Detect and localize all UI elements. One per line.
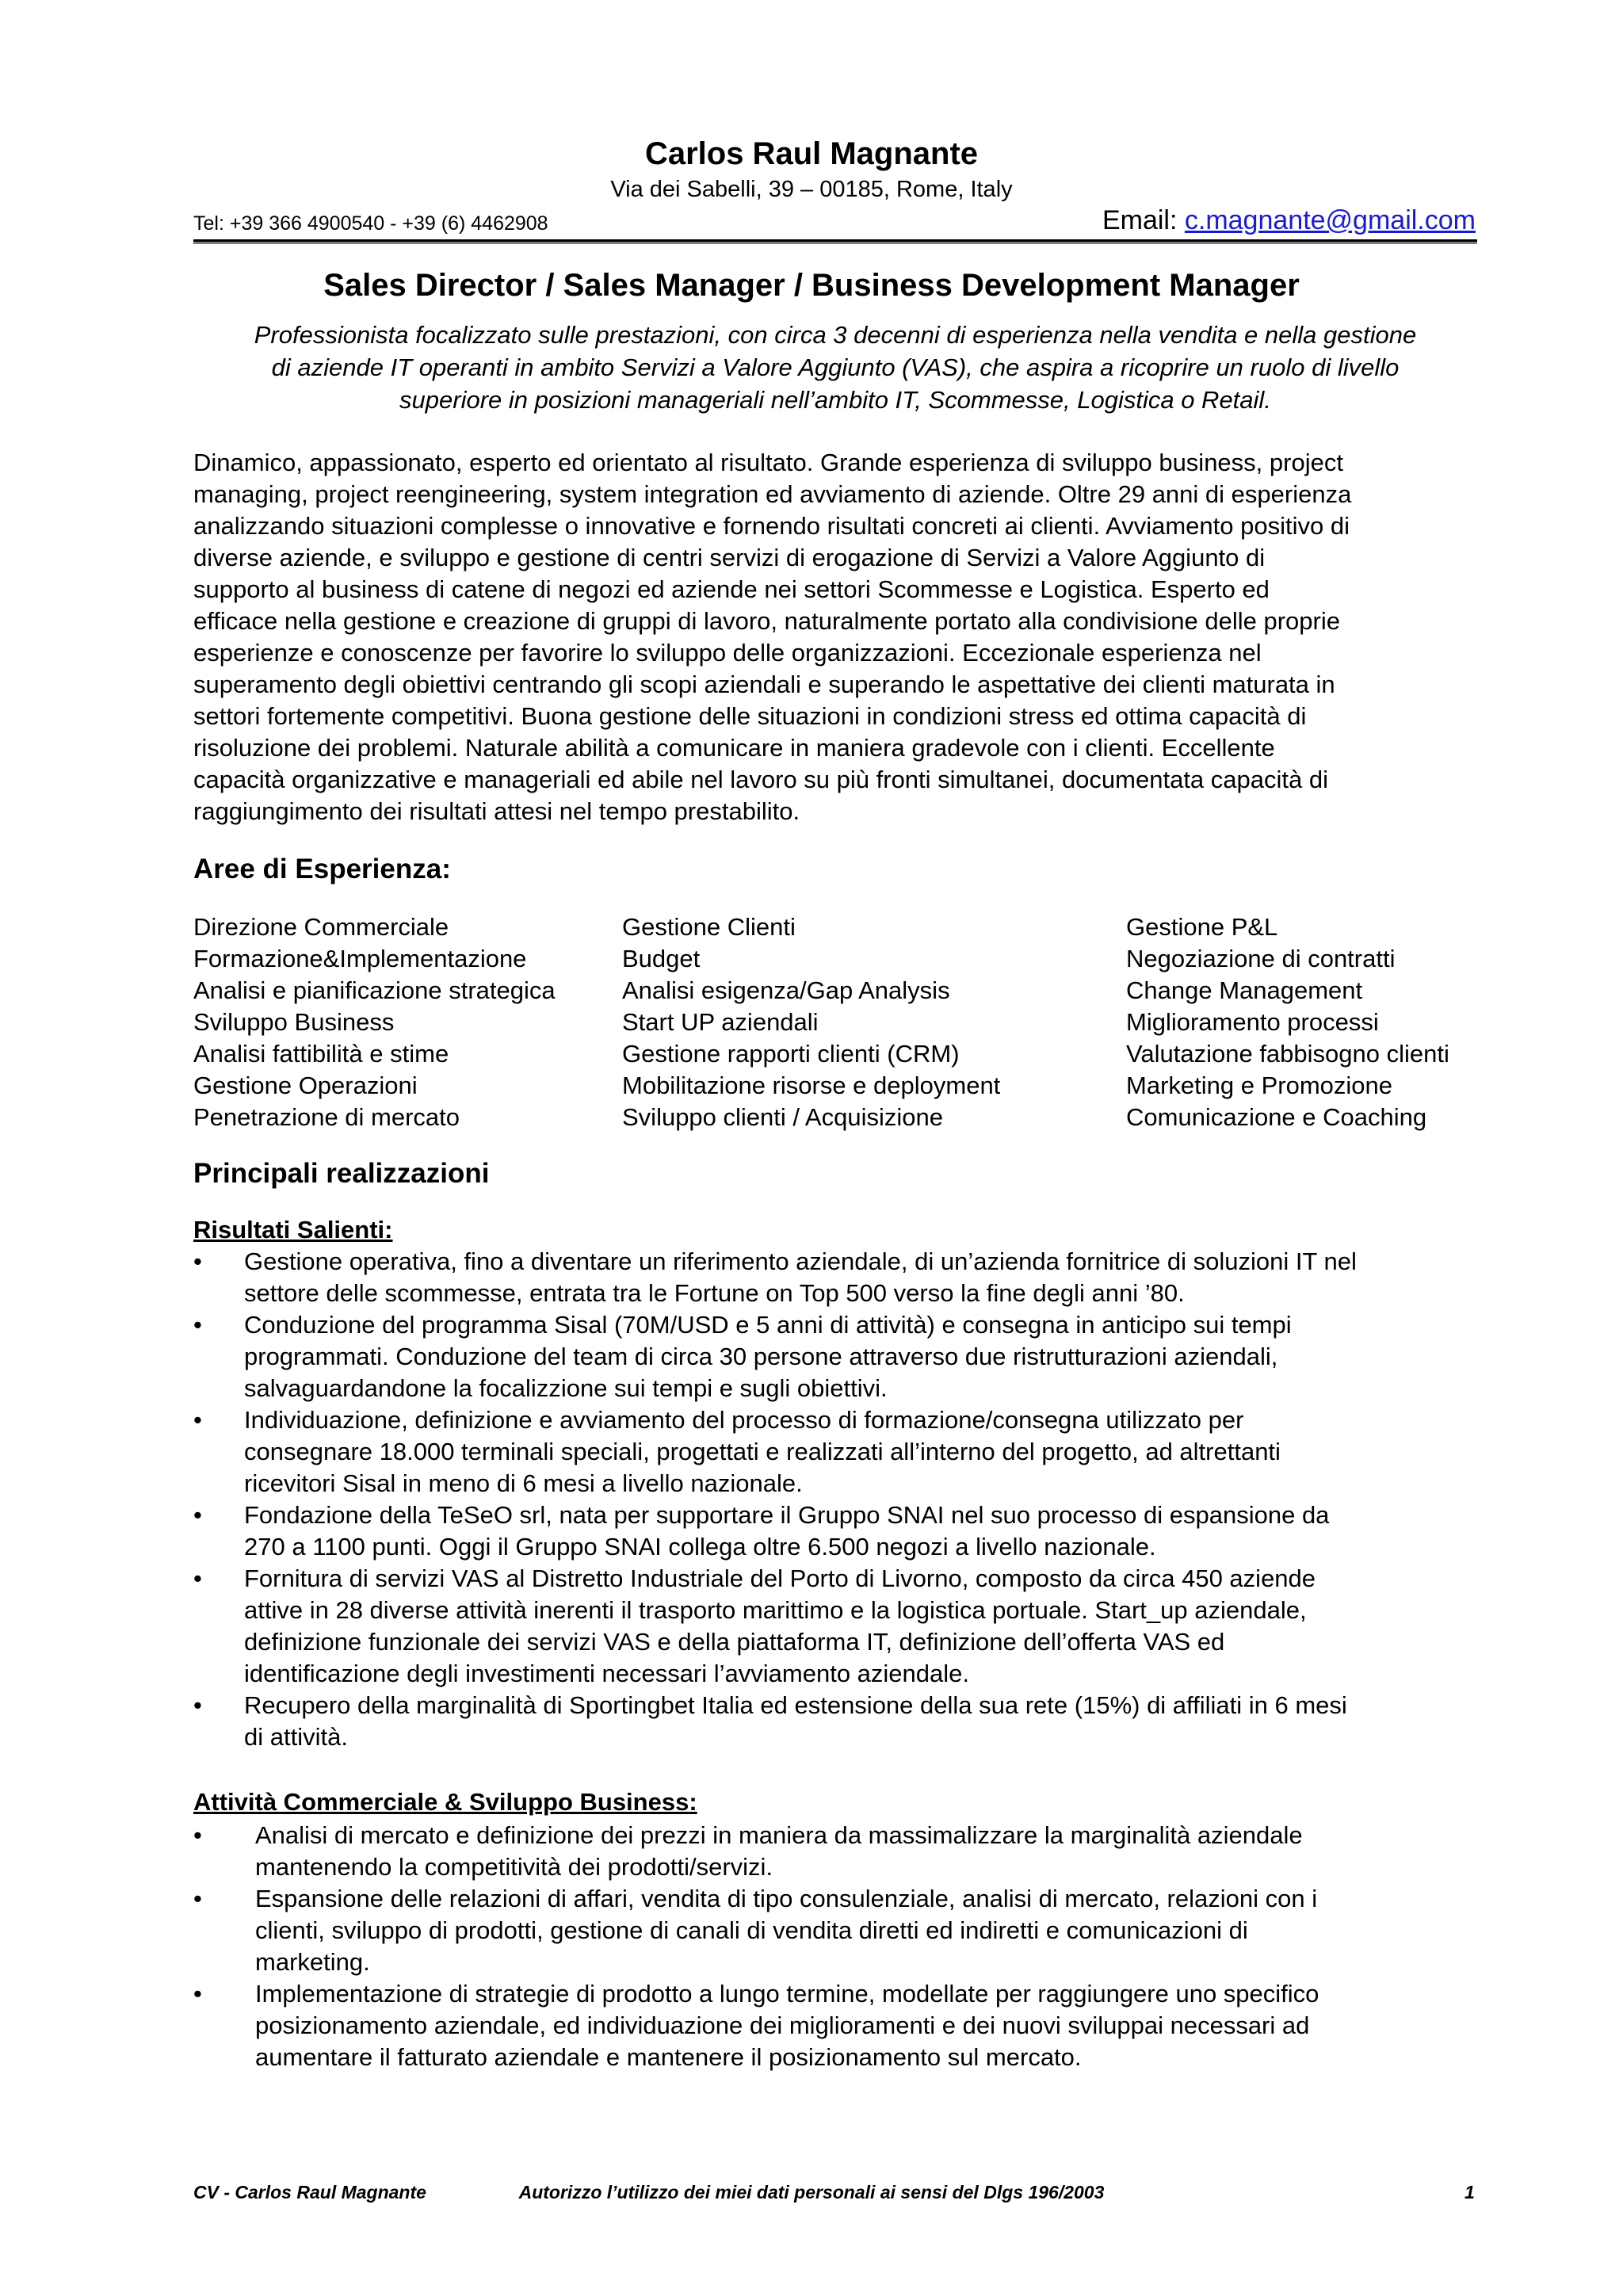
- candidate-email: [1102, 204, 1476, 236]
- candidate-phone: Tel: +39 366 4900540 - +39 (6) 4462908: [193, 212, 548, 235]
- list-item-line: aumentare il fatturato aziendale e mantenere il posizionamento sul mercato.: [255, 2043, 1082, 2071]
- email-link[interactable]: c.magnante@gmail.com: [1184, 205, 1476, 235]
- profile-line: diverse aziende, e sviluppo e gestione di centri servizi di erogazione di Servizi a Valore Aggiunto di: [193, 544, 1266, 571]
- profile-line: raggiungimento dei risultati attesi nel tempo prestabilito.: [193, 797, 800, 825]
- list-item: [193, 1246, 1509, 1309]
- list-item-text: [244, 1690, 1509, 1753]
- area-item: Start UP aziendali: [622, 1008, 819, 1036]
- bullet-icon: •: [193, 1406, 202, 1434]
- list-item: [193, 1978, 1509, 2073]
- list-item-line: 270 a 1100 punti. Oggi il Gruppo SNAI collega oltre 6.500 negozi a livello nazionale.: [244, 1533, 1156, 1561]
- area-item: Negoziazione di contratti: [1126, 945, 1396, 972]
- areas-column-1: [193, 911, 556, 1133]
- candidate-name: Carlos Raul Magnante: [644, 136, 979, 171]
- list-item-line: consegnare 18.000 terminali speciali, progettati e realizzati all’interno del progetto, ad altrettanti: [244, 1438, 1281, 1465]
- summary-line: di aziende IT operanti in ambito Servizi a Valore Aggiunto (VAS), che aspira a ricoprire un ruolo di livello: [271, 353, 1400, 381]
- profile-line: managing, project reengineering, system integration ed avviamento di aziende. Oltre 29 anni di esperienza: [193, 480, 1352, 508]
- list-item-text: [244, 1563, 1509, 1690]
- list-item-line: attive in 28 diverse attività inerenti il trasporto marittimo e la logistica portuale. Start_up aziendale,: [244, 1596, 1307, 1624]
- area-item: Analisi esigenza/Gap Analysis: [622, 976, 950, 1004]
- list-item-line: Individuazione, definizione e avviamento del processo di formazione/consegna utilizzato per: [244, 1406, 1244, 1434]
- job-title: Sales Director / Sales Manager / Business Development Manager: [323, 268, 1300, 303]
- footer-left: CV - Carlos Raul Magnante: [193, 2182, 426, 2202]
- list-item-line: programmati. Conduzione del team di circa 30 persone attraverso due ristrutturazioni aziendali,: [244, 1343, 1278, 1370]
- bullet-icon: •: [193, 1691, 202, 1719]
- professional-summary: [193, 319, 1477, 416]
- list-item: [193, 1690, 1509, 1753]
- area-item: Gestione Clienti: [622, 913, 796, 941]
- list-item-line: Fornitura di servizi VAS al Distretto Industriale del Porto di Livorno, composto da circa 450 aziende: [244, 1564, 1316, 1592]
- area-item: Valutazione fabbisogno clienti: [1126, 1040, 1449, 1068]
- area-item: Analisi fattibilità e stime: [193, 1040, 449, 1068]
- list-item: [193, 1563, 1509, 1690]
- profile-line: settori fortemente competitivi. Buona gestione delle situazioni in condizioni stress ed ottima capacità di: [193, 702, 1307, 730]
- area-item: Change Management: [1126, 976, 1363, 1004]
- profile-line: capacità organizzative e manageriali ed abile nel lavoro su più fronti simultanei, documentata capacità di: [193, 766, 1328, 793]
- page-number: 1: [1465, 2182, 1475, 2202]
- area-item: Sviluppo Business: [193, 1008, 395, 1036]
- list-item-line: posizionamento aziendale, ed individuazione dei miglioramenti e dei nuovi sviluppai necessari ad: [255, 2011, 1310, 2039]
- list-item: [193, 1309, 1509, 1404]
- list-item-line: marketing.: [255, 1948, 370, 1976]
- list-item: [193, 1820, 1509, 1883]
- email-label: Email:: [1102, 205, 1185, 235]
- profile-line: supporto al business di catene di negozi ed aziende nei settori Scommesse e Logistica. Esperto ed: [193, 575, 1270, 603]
- area-item: Budget: [622, 945, 701, 972]
- commercial-list: [193, 1820, 1509, 2073]
- results-heading: Risultati Salienti:: [193, 1216, 393, 1244]
- bullet-icon: •: [193, 1885, 202, 1912]
- area-item: Direzione Commerciale: [193, 913, 449, 941]
- list-item-text: [255, 1978, 1509, 2073]
- list-item-line: Fondazione della TeSeO srl, nata per supportare il Gruppo SNAI nel suo processo di espansione da: [244, 1501, 1330, 1529]
- area-item: Mobilitazione risorse e deployment: [622, 1072, 1001, 1099]
- area-item: Comunicazione e Coaching: [1126, 1103, 1427, 1131]
- list-item-line: salvaguardandone la focalizzione sui tempi e sugli obiettivi.: [244, 1374, 888, 1402]
- area-item: Formazione&Implementazione: [193, 945, 527, 972]
- list-item-line: Conduzione del programma Sisal (70M/USD e 5 anni di attività) e consegna in anticipo sui tempi: [244, 1311, 1292, 1339]
- area-item: Penetrazione di mercato: [193, 1103, 460, 1131]
- list-item: [193, 1499, 1509, 1563]
- area-item: Gestione rapporti clienti (CRM): [622, 1040, 960, 1068]
- profile-line: esperienze e conoscenze per favorire lo sviluppo delle organizzazioni. Eccezionale esperienza nel: [193, 639, 1262, 667]
- area-item: Sviluppo clienti / Acquisizione: [622, 1103, 943, 1131]
- list-item-text: [244, 1404, 1509, 1499]
- list-item: [193, 1883, 1509, 1978]
- list-item-line: Recupero della marginalità di Sportingbet Italia ed estensione della sua rete (15%) di affiliati in 6 mesi: [244, 1691, 1347, 1719]
- areas-heading: Aree di Esperienza:: [193, 854, 451, 884]
- bullet-icon: •: [193, 1247, 202, 1275]
- bullet-icon: •: [193, 1980, 202, 2008]
- results-list: [193, 1246, 1509, 1753]
- list-item-line: definizione funzionale dei servizi VAS e della piattaforma IT, definizione dell’offerta VAS ed: [244, 1628, 1225, 1656]
- profile-line: efficace nella gestione e creazione di gruppi di lavoro, naturalmente portato alla condivisione delle proprie: [193, 607, 1340, 635]
- list-item-line: Analisi di mercato e definizione dei prezzi in maniera da massimalizzare la marginalità aziendale: [255, 1821, 1303, 1849]
- profile-line: Dinamico, appassionato, esperto ed orientato al risultato. Grande esperienza di sviluppo business, project: [193, 449, 1343, 476]
- bullet-icon: •: [193, 1821, 202, 1849]
- areas-column-2: [622, 911, 1000, 1133]
- list-item-text: [255, 1883, 1509, 1978]
- achievements-heading: Principali realizzazioni: [193, 1158, 490, 1189]
- list-item-line: settore delle scommesse, entrata tra le Fortune on Top 500 verso la fine degli anni ’80.: [244, 1279, 1185, 1307]
- list-item-text: [244, 1499, 1509, 1563]
- candidate-address: Via dei Sabelli, 39 – 00185, Rome, Italy: [610, 177, 1013, 202]
- profile-line: analizzando situazioni complesse o innovative e fornendo risultati concreti ai clienti. Avviamento positivo di: [193, 512, 1350, 540]
- bullet-icon: •: [193, 1311, 202, 1339]
- list-item-text: [244, 1246, 1509, 1309]
- bullet-icon: •: [193, 1501, 202, 1529]
- area-item: Marketing e Promozione: [1126, 1072, 1392, 1099]
- list-item-line: Espansione delle relazioni di affari, vendita di tipo consulenziale, analisi di mercato, relazioni con i: [255, 1885, 1318, 1912]
- list-item-line: di attività.: [244, 1723, 348, 1751]
- list-item-line: mantenendo la competitività dei prodotti/servizi.: [255, 1853, 773, 1881]
- area-item: Gestione Operazioni: [193, 1072, 418, 1099]
- profile-line: risoluzione dei problemi. Naturale abilità a comunicare in maniera gradevole con i clienti. Eccellente: [193, 734, 1275, 762]
- list-item-line: Gestione operativa, fino a diventare un riferimento aziendale, di un’azienda fornitrice di soluzioni IT nel: [244, 1247, 1357, 1275]
- list-item-line: ricevitori Sisal in meno di 6 mesi a livello nazionale.: [244, 1469, 803, 1497]
- footer-privacy-note: Autorizzo l’utilizzo dei miei dati personali ai sensi del Dlgs 196/2003: [518, 2182, 1105, 2202]
- summary-line: Professionista focalizzato sulle prestazioni, con circa 3 decenni di esperienza nella vendita e nella gestione: [254, 321, 1417, 349]
- list-item-text: [244, 1309, 1509, 1404]
- profile-line: superamento degli obiettivi centrando gli scopi aziendali e superando le aspettative dei clienti maturata in: [193, 670, 1335, 698]
- list-item-line: clienti, sviluppo di prodotti, gestione di canali di vendita diretti ed indiretti e comunicazioni di: [255, 1916, 1248, 1944]
- list-item-text: [255, 1820, 1509, 1883]
- area-item: Miglioramento processi: [1126, 1008, 1379, 1036]
- list-item-line: identificazione degli investimenti necessari l’avviamento aziendale.: [244, 1660, 969, 1687]
- area-item: Gestione P&L: [1126, 913, 1278, 941]
- list-item: [193, 1404, 1509, 1499]
- list-item-line: Implementazione di strategie di prodotto a lungo termine, modellate per raggiungere uno specifico: [255, 1980, 1319, 2008]
- commercial-heading: Attività Commerciale & Sviluppo Business:: [193, 1788, 697, 1816]
- summary-line: superiore in posizioni manageriali nell’ambito IT, Scommesse, Logistica o Retail.: [399, 386, 1271, 414]
- area-item: Analisi e pianificazione strategica: [193, 976, 556, 1004]
- areas-column-3: [1126, 911, 1449, 1133]
- bullet-icon: •: [193, 1564, 202, 1592]
- profile-paragraph: [193, 447, 1495, 827]
- header-divider: [193, 239, 1477, 242]
